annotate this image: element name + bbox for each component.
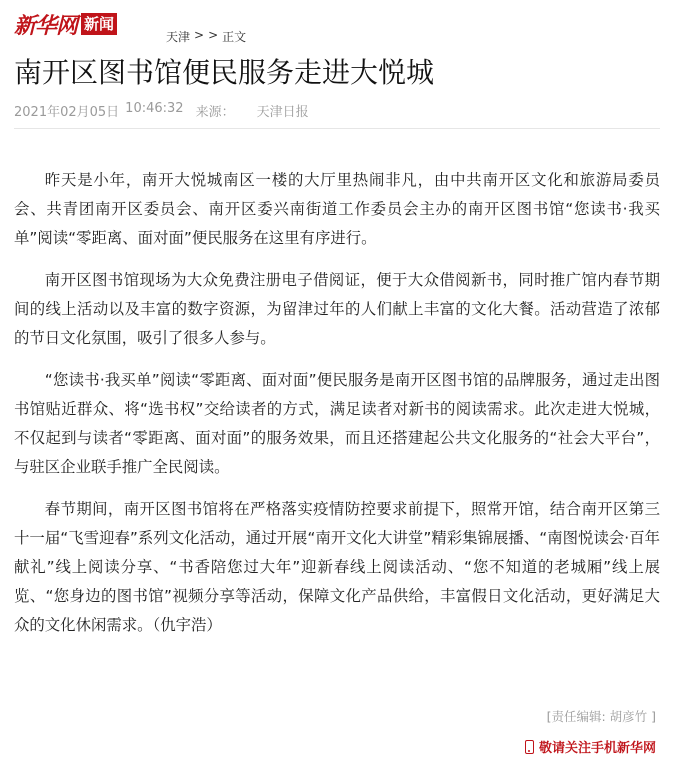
article-paragraph: 南开区图书馆现场为大众免费注册电子借阅证，便于大众借阅新书，同时推广馆内春节期间的线上活动以及丰富的数字资源，为留津过年的人们献上丰富的文化大餐。活动营造了浓郁的节日文化氛围，吸引了很多人参与。 bbox=[14, 271, 660, 347]
source-label: 来源： bbox=[195, 105, 235, 120]
publish-date: 2021年02月05日 bbox=[14, 105, 120, 120]
mobile-phone-icon bbox=[525, 740, 534, 754]
responsible-editor: [责任编辑: 胡彦竹 ] bbox=[546, 709, 656, 724]
breadcrumb-item-current: 正文 bbox=[222, 30, 247, 44]
article-paragraph: “您读书·我买单”阅读“零距离、面对面”便民服务是南开区图书馆的品牌服务，通过走出图书馆贴近群众、将“选书权”交给读者的方式，满足读者对新书的阅读需求。此次走进大悦城，不仅起到与读者“零距离、面对面”的服务效果，而且还搭建起公共文化服务的“社会大平台”，与驻区企业联手推广全民阅读。 bbox=[14, 371, 660, 476]
breadcrumb bbox=[166, 28, 246, 45]
header-divider bbox=[14, 128, 660, 129]
article-title: 南开区图书馆便民服务走进大悦城 bbox=[14, 56, 435, 89]
follow-text: 敬请关注手机新华网 bbox=[538, 741, 656, 756]
publish-time: 10:46:32 bbox=[125, 101, 184, 116]
channel-tag[interactable]: 新闻 bbox=[81, 13, 117, 35]
breadcrumb-separator: > bbox=[194, 28, 205, 42]
site-header bbox=[14, 9, 117, 39]
breadcrumb-item-tianjin[interactable]: 天津 bbox=[166, 30, 191, 44]
article-meta bbox=[14, 101, 309, 120]
breadcrumb-separator: > bbox=[208, 28, 219, 42]
article-paragraph: 昨天是小年，南开大悦城南区一楼的大厅里热闹非凡，由中共南开区文化和旅游局委员会、共青团南开区委员会、南开区委兴南街道工作委员会主办的南开区图书馆“您读书·我买单”阅读“零距离、面对面”便民服务在这里有序进行。 bbox=[14, 171, 660, 247]
article-paragraph: 春节期间，南开区图书馆将在严格落实疫情防控要求前提下，照常开馆，结合南开区第三十一届“飞雪迎春”系列文化活动，通过开展“南开文化大讲堂”精彩集锦展播、“南图悦读会·百年献礼”线上阅读分享、“书香陪您过大年”迎新春线上阅读活动、“您不知道的老城厢”线上展览、“您身边的图书馆”视频分享等活动，保障文化产品供给，丰富假日文化活动，更好满足大众的文化休闲需求。（仇宇浩） bbox=[14, 500, 660, 634]
source-name: 天津日报 bbox=[256, 105, 309, 120]
site-logo[interactable]: 新华网 bbox=[14, 13, 78, 39]
follow-mobile-link[interactable] bbox=[525, 737, 656, 756]
article-body bbox=[14, 166, 660, 653]
